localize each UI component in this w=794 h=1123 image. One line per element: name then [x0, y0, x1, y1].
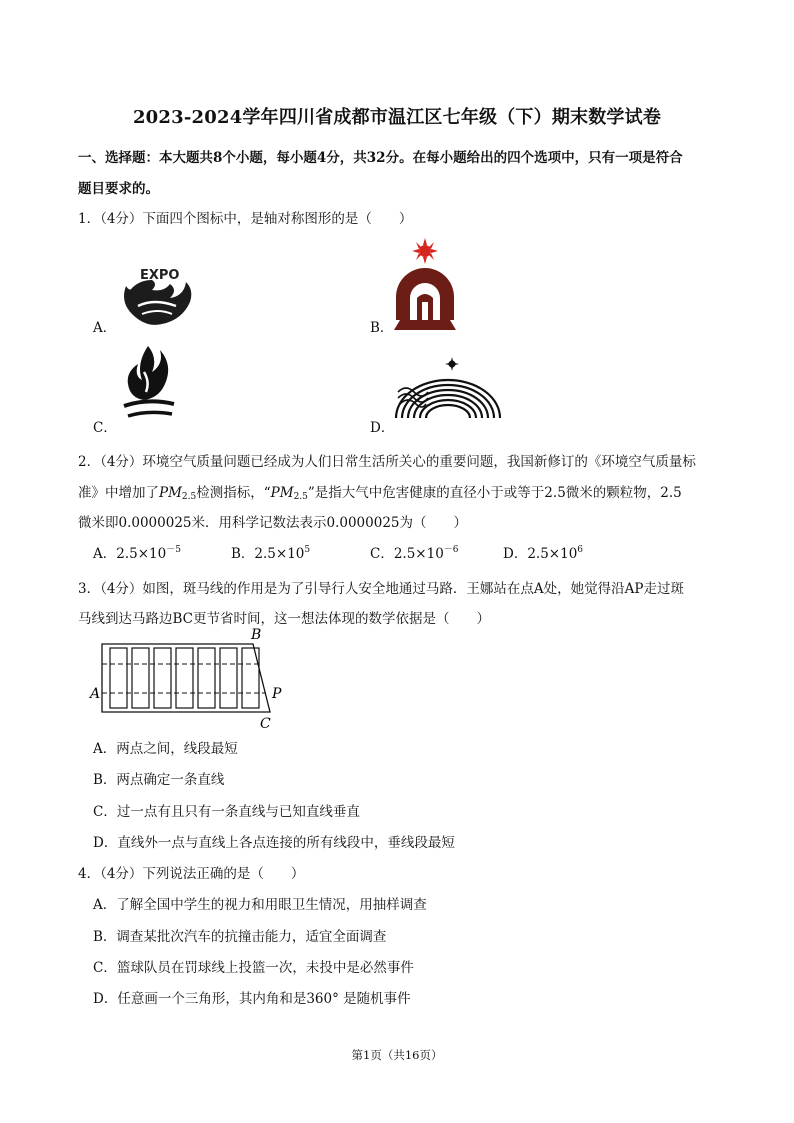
q3-option-b: B．两点确定一条直线: [93, 772, 225, 788]
q1-logo-sun-gate: [390, 238, 460, 333]
q2-pm-sub-1: 2.5: [181, 492, 197, 502]
q1-stem: 1．（4分）下面四个图标中，是轴对称图形的是（ ）: [78, 211, 413, 227]
q1-logo-flame: [118, 342, 180, 428]
q3-line1: 3．（4分）如图，斑马线的作用是为了引导行人安全地通过马路．王娜站在点A处，她觉得沿AP走过斑: [78, 581, 685, 597]
q2-pm-sub-2: 2.5: [293, 492, 308, 502]
q1-logo-rainbow: [392, 356, 502, 426]
q2-option-d-exponent: 6: [577, 545, 584, 555]
q2-line2-part-c: ”是指大气中危害健康的直径小于或等于2.5微米的颗粒物，2.5: [307, 485, 682, 501]
q2-option-c: C．$2.5\times 10^{-6}$: [370, 545, 459, 562]
q3-zebra-crossing-figure: [88, 624, 298, 732]
q1-option-b-label: B．: [370, 320, 394, 336]
q2-line2-part-a: 准》中增加了: [78, 485, 159, 501]
page-title: 2023-2024学年四川省成都市温江区七年级（下）期末数学试卷: [132, 107, 662, 128]
q3-label-a: A: [90, 686, 101, 702]
q3-option-a: A．两点之间，线段最短: [93, 741, 238, 757]
q2-option-d: D．$2.5\times 10^6$: [503, 545, 584, 562]
q2-option-a: A．$2.5\times 10^{-5}$: [93, 545, 181, 562]
q4-option-c: C．篮球队员在罚球线上投篮一次，未投中是必然事件: [93, 960, 414, 976]
q2-pm-term-1: PM: [159, 485, 182, 501]
q3-option-d: D．直线外一点与直线上各点连接的所有线段中，垂线段最短: [93, 835, 455, 851]
q2-option-a-exponent: －5: [166, 545, 181, 555]
q1-option-a-label: A．: [93, 320, 117, 336]
q3-zebra-stripes: [110, 648, 259, 708]
q4-option-a: A．了解全国中学生的视力和用眼卫生情况，用抽样调查: [93, 897, 427, 913]
q1-logo-expo: [118, 262, 198, 330]
q1-option-c-label: C．: [93, 420, 117, 436]
q2-line2-part-b: 检测指标，“: [196, 485, 271, 501]
q3-label-c: C: [260, 716, 271, 732]
section-heading-line2: 题目要求的。: [78, 181, 159, 197]
q2-option-c-exponent: －6: [443, 545, 459, 555]
q2-line2: [78, 481, 682, 502]
page-footer: 第1页（共16页）: [351, 1048, 443, 1062]
q4-option-d: D．任意画一个三角形，其内角和是360° 是随机事件: [93, 991, 411, 1007]
q3-line2: 马线到达马路边BC更节省时间，这一想法体现的数学依据是（ ）: [78, 611, 490, 627]
q2-line3: 微米即0.0000025米．用科学记数法表示0.0000025为（ ）: [78, 515, 468, 531]
q3-option-c: C．过一点有且只有一条直线与已知直线垂直: [93, 804, 360, 820]
q2-line1: 2．（4分）环境空气质量问题已经成为人们日常生活所关心的重要问题，我国新修订的《环境空气质量标: [78, 454, 696, 470]
q2-pm-term-2: PM: [270, 485, 294, 501]
q1-logo-expo-text: EXPO: [140, 268, 180, 283]
q3-label-p: P: [272, 686, 282, 702]
section-heading-line1: 一、选择题：本大题共8个小题，每小题4分，共32分。在每小题给出的四个选项中，只有一项是符合: [78, 150, 683, 166]
q4-option-b: B．调查某批次汽车的抗撞击能力，适宜全面调查: [93, 929, 387, 945]
q3-label-b: B: [251, 627, 262, 643]
q1-option-d-label: D．: [370, 420, 395, 436]
q2-option-b: B．$2.5\times 10^5$: [231, 545, 311, 562]
q4-stem: 4．（4分）下列说法正确的是（ ）: [78, 866, 305, 882]
q2-option-b-exponent: 5: [304, 545, 311, 555]
